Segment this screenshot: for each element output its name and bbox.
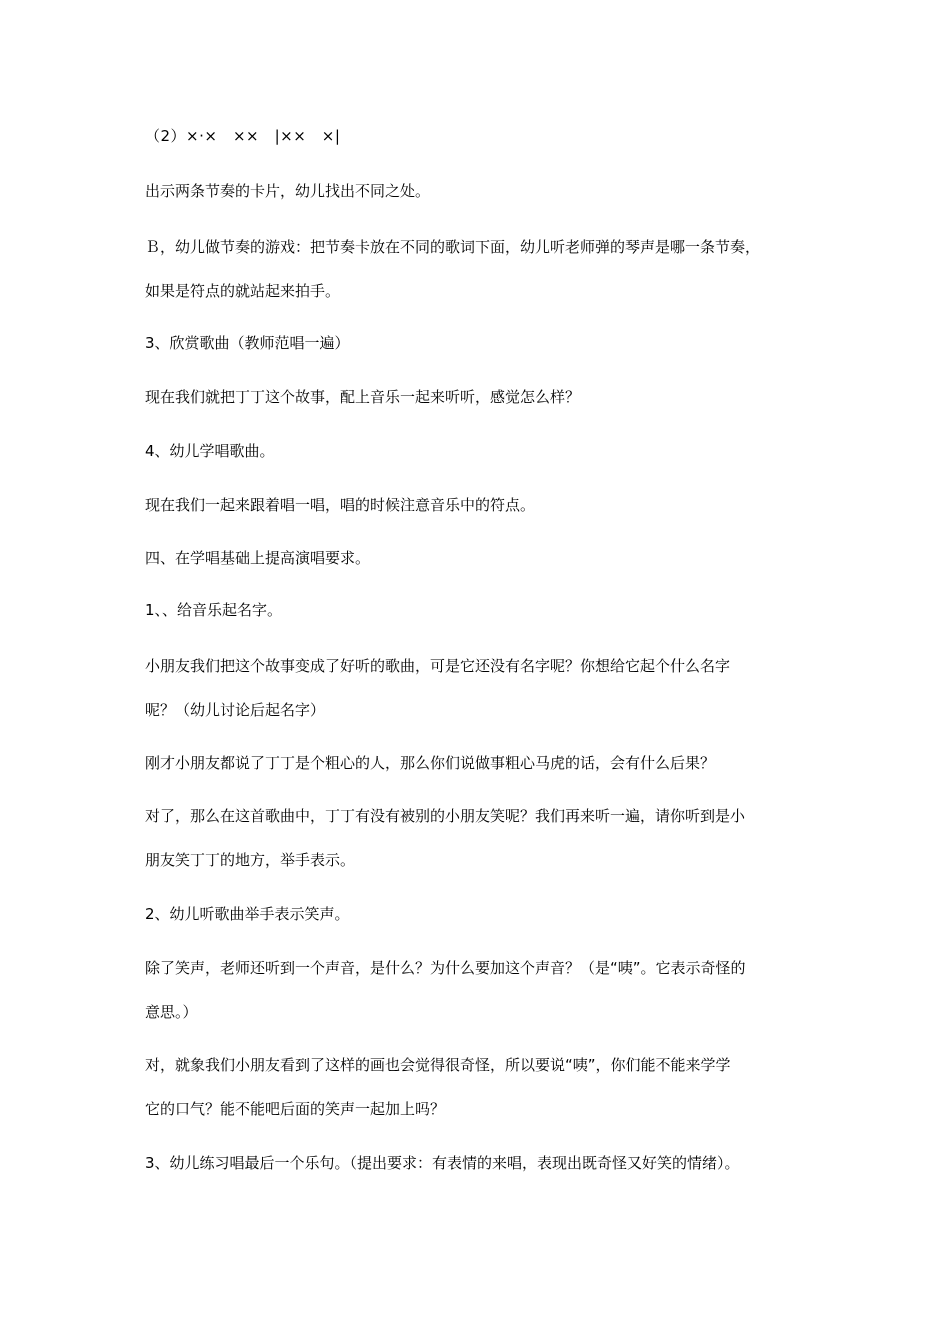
- paragraph: 现在我们就把丁丁这个故事，配上音乐一起来听听，感觉怎么样？: [145, 388, 581, 406]
- paragraph: 现在我们一起来跟着唱一唱，唱的时候注意音乐中的符点。: [145, 496, 536, 514]
- section-heading: 3、欣赏歌曲（教师范唱一遍）: [145, 334, 350, 352]
- paragraph: 呢？（幼儿讨论后起名字）: [145, 701, 326, 719]
- paragraph: 意思。）: [145, 1003, 198, 1021]
- section-heading: 四、在学唱基础上提高演唱要求。: [145, 549, 371, 567]
- paragraph: 出示两条节奏的卡片，幼儿找出不同之处。: [145, 182, 431, 200]
- paragraph: 小朋友我们把这个故事变成了好听的歌曲，可是它还没有名字呢？你想给它起个什么名字: [145, 657, 731, 675]
- paragraph: 对了，那么在这首歌曲中，丁丁有没有被别的小朋友笑呢？我们再来听一遍，请你听到是小: [145, 807, 746, 825]
- section-heading: 2、幼儿听歌曲举手表示笑声。: [145, 905, 350, 923]
- paragraph: 除了笑声，老师还听到一个声音，是什么？为什么要加这个声音？（是“咦”。它表示奇怪的: [145, 959, 746, 977]
- section-heading: 3、幼儿练习唱最后一个乐句。（提出要求：有表情的来唱，表现出既奇怪又好笑的情绪）。: [145, 1154, 740, 1172]
- paragraph: 朋友笑丁丁的地方，举手表示。: [145, 851, 356, 869]
- paragraph: 对，就象我们小朋友看到了这样的画也会觉得很奇怪，所以要说“咦”，你们能不能来学学: [145, 1056, 731, 1074]
- paragraph: 刚才小朋友都说了丁丁是个粗心的人，那么你们说做事粗心马虎的话，会有什么后果？: [145, 754, 716, 772]
- paragraph: 如果是符点的就站起来拍手。: [145, 282, 341, 300]
- paragraph: Ｂ，幼儿做节奏的游戏：把节奏卡放在不同的歌词下面，幼儿听老师弹的琴声是哪一条节奏，: [145, 238, 761, 256]
- paragraph: 它的口气？能不能吧后面的笑声一起加上吗？: [145, 1100, 446, 1118]
- section-heading: 4、幼儿学唱歌曲。: [145, 442, 275, 460]
- section-heading: 1、、给音乐起名字。: [145, 601, 283, 619]
- rhythm-pattern-2: （2）×·× ×× |×× ×|: [145, 127, 341, 145]
